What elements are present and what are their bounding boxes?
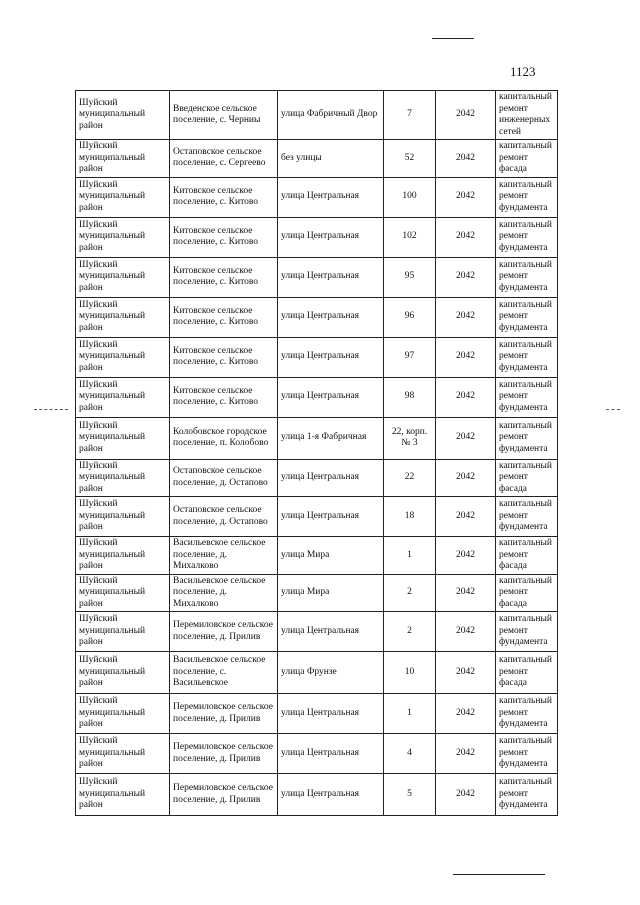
work-type-cell: капитальный ремонт фасада xyxy=(496,140,558,178)
year-cell: 2042 xyxy=(436,417,496,459)
house-number-cell: 2 xyxy=(384,574,436,612)
year-cell: 2042 xyxy=(436,91,496,140)
settlement-cell: Перемиловское сельское поселение, д. Прилив xyxy=(170,694,278,734)
district-cell: Шуйский муниципальный район xyxy=(76,734,170,774)
street-cell: улица Центральная xyxy=(278,734,384,774)
street-cell: улица Мира xyxy=(278,537,384,575)
table-row xyxy=(76,337,558,377)
settlement-cell: Колобовское городское поселение, п. Колобово xyxy=(170,417,278,459)
district-cell: Шуйский муниципальный район xyxy=(76,459,170,497)
table-row xyxy=(76,497,558,537)
year-cell: 2042 xyxy=(436,574,496,612)
year-cell: 2042 xyxy=(436,652,496,694)
table-row xyxy=(76,537,558,575)
house-number-cell: 95 xyxy=(384,257,436,297)
footer-rule xyxy=(453,874,545,875)
house-number-cell: 100 xyxy=(384,177,436,217)
settlement-cell: Китовское сельское поселение, с. Китово xyxy=(170,177,278,217)
district-cell: Шуйский муниципальный район xyxy=(76,377,170,417)
year-cell: 2042 xyxy=(436,694,496,734)
settlement-cell: Введенское сельское поселение, с. Черниы xyxy=(170,91,278,140)
page-number: 1123 xyxy=(510,64,536,79)
table-row xyxy=(76,91,558,140)
work-type-cell: капитальный ремонт фундамента xyxy=(496,297,558,337)
street-cell: улица 1-я Фабричная xyxy=(278,417,384,459)
work-type-cell: капитальный ремонт фасада xyxy=(496,537,558,575)
street-cell: улица Фабричный Двор xyxy=(278,91,384,140)
street-cell: улица Фрунзе xyxy=(278,652,384,694)
work-type-cell: капитальный ремонт инженерных сетей xyxy=(496,91,558,140)
house-number-cell: 52 xyxy=(384,140,436,178)
table-row xyxy=(76,574,558,612)
house-number-cell: 5 xyxy=(384,774,436,816)
year-cell: 2042 xyxy=(436,377,496,417)
street-cell: улица Центральная xyxy=(278,177,384,217)
settlement-cell: Перемиловское сельское поселение, д. Прилив xyxy=(170,774,278,816)
table-row xyxy=(76,257,558,297)
year-cell: 2042 xyxy=(436,497,496,537)
settlement-cell: Васильевское сельское поселение, д. Михалково xyxy=(170,574,278,612)
district-cell: Шуйский муниципальный район xyxy=(76,217,170,257)
street-cell: улица Центральная xyxy=(278,257,384,297)
work-type-cell: капитальный ремонт фундамента xyxy=(496,417,558,459)
year-cell: 2042 xyxy=(436,337,496,377)
year-cell: 2042 xyxy=(436,537,496,575)
district-cell: Шуйский муниципальный район xyxy=(76,497,170,537)
house-number-cell: 22, корп. № 3 xyxy=(384,417,436,459)
year-cell: 2042 xyxy=(436,217,496,257)
house-number-cell: 10 xyxy=(384,652,436,694)
work-type-cell: капитальный ремонт фундамента xyxy=(496,177,558,217)
year-cell: 2042 xyxy=(436,297,496,337)
district-cell: Шуйский муниципальный район xyxy=(76,337,170,377)
settlement-cell: Китовское сельское поселение, с. Китово xyxy=(170,297,278,337)
street-cell: улица Центральная xyxy=(278,337,384,377)
year-cell: 2042 xyxy=(436,140,496,178)
district-cell: Шуйский муниципальный район xyxy=(76,257,170,297)
margin-mark-right xyxy=(606,409,620,410)
house-number-cell: 1 xyxy=(384,694,436,734)
table-row xyxy=(76,612,558,652)
year-cell: 2042 xyxy=(436,734,496,774)
settlement-cell: Перемиловское сельское поселение, д. Прилив xyxy=(170,734,278,774)
district-cell: Шуйский муниципальный район xyxy=(76,694,170,734)
table-row xyxy=(76,459,558,497)
work-type-cell: капитальный ремонт фундамента xyxy=(496,217,558,257)
settlement-cell: Перемиловское сельское поселение, д. Прилив xyxy=(170,612,278,652)
district-cell: Шуйский муниципальный район xyxy=(76,774,170,816)
house-number-cell: 18 xyxy=(384,497,436,537)
margin-mark-left xyxy=(34,409,68,410)
work-type-cell: капитальный ремонт фундамента xyxy=(496,612,558,652)
district-cell: Шуйский муниципальный район xyxy=(76,537,170,575)
table-row xyxy=(76,217,558,257)
settlement-cell: Китовское сельское поселение, с. Китово xyxy=(170,377,278,417)
work-type-cell: капитальный ремонт фундамента xyxy=(496,257,558,297)
house-number-cell: 7 xyxy=(384,91,436,140)
table-row xyxy=(76,774,558,816)
settlement-cell: Васильевское сельское поселение, д. Михалково xyxy=(170,537,278,575)
street-cell: улица Центральная xyxy=(278,694,384,734)
street-cell: улица Центральная xyxy=(278,377,384,417)
street-cell: улица Мира xyxy=(278,574,384,612)
district-cell: Шуйский муниципальный район xyxy=(76,417,170,459)
year-cell: 2042 xyxy=(436,612,496,652)
house-number-cell: 96 xyxy=(384,297,436,337)
table-body xyxy=(76,91,558,816)
street-cell: улица Центральная xyxy=(278,297,384,337)
district-cell: Шуйский муниципальный район xyxy=(76,297,170,337)
repair-schedule-table xyxy=(75,90,558,816)
settlement-cell: Остаповское сельское поселение, д. Остапово xyxy=(170,497,278,537)
house-number-cell: 22 xyxy=(384,459,436,497)
street-cell: улица Центральная xyxy=(278,774,384,816)
table-row xyxy=(76,694,558,734)
district-cell: Шуйский муниципальный район xyxy=(76,177,170,217)
district-cell: Шуйский муниципальный район xyxy=(76,140,170,178)
work-type-cell: капитальный ремонт фундамента xyxy=(496,734,558,774)
street-cell: улица Центральная xyxy=(278,217,384,257)
work-type-cell: капитальный ремонт фасада xyxy=(496,652,558,694)
table-row xyxy=(76,297,558,337)
table-row xyxy=(76,417,558,459)
street-cell: без улицы xyxy=(278,140,384,178)
header-rule xyxy=(432,38,474,39)
house-number-cell: 102 xyxy=(384,217,436,257)
year-cell: 2042 xyxy=(436,177,496,217)
settlement-cell: Остаповское сельское поселение, д. Остапово xyxy=(170,459,278,497)
year-cell: 2042 xyxy=(436,459,496,497)
house-number-cell: 97 xyxy=(384,337,436,377)
house-number-cell: 98 xyxy=(384,377,436,417)
street-cell: улица Центральная xyxy=(278,459,384,497)
work-type-cell: капитальный ремонт фундамента xyxy=(496,377,558,417)
table-row xyxy=(76,140,558,178)
settlement-cell: Васильевское сельское поселение, с. Васильевское xyxy=(170,652,278,694)
year-cell: 2042 xyxy=(436,774,496,816)
work-type-cell: капитальный ремонт фасада xyxy=(496,574,558,612)
work-type-cell: капитальный ремонт фундамента xyxy=(496,497,558,537)
district-cell: Шуйский муниципальный район xyxy=(76,574,170,612)
settlement-cell: Китовское сельское поселение, с. Китово xyxy=(170,337,278,377)
house-number-cell: 4 xyxy=(384,734,436,774)
table-row xyxy=(76,734,558,774)
settlement-cell: Китовское сельское поселение, с. Китово xyxy=(170,257,278,297)
street-cell: улица Центральная xyxy=(278,497,384,537)
table-row xyxy=(76,177,558,217)
year-cell: 2042 xyxy=(436,257,496,297)
district-cell: Шуйский муниципальный район xyxy=(76,652,170,694)
house-number-cell: 1 xyxy=(384,537,436,575)
work-type-cell: капитальный ремонт фундамента xyxy=(496,694,558,734)
table-row xyxy=(76,652,558,694)
settlement-cell: Китовское сельское поселение, с. Китово xyxy=(170,217,278,257)
house-number-cell: 2 xyxy=(384,612,436,652)
district-cell: Шуйский муниципальный район xyxy=(76,612,170,652)
district-cell: Шуйский муниципальный район xyxy=(76,91,170,140)
street-cell: улица Центральная xyxy=(278,612,384,652)
settlement-cell: Остаповское сельское поселение, с. Сергеево xyxy=(170,140,278,178)
table-row xyxy=(76,377,558,417)
work-type-cell: капитальный ремонт фасада xyxy=(496,459,558,497)
work-type-cell: капитальный ремонт фундамента xyxy=(496,774,558,816)
work-type-cell: капитальный ремонт фундамента xyxy=(496,337,558,377)
